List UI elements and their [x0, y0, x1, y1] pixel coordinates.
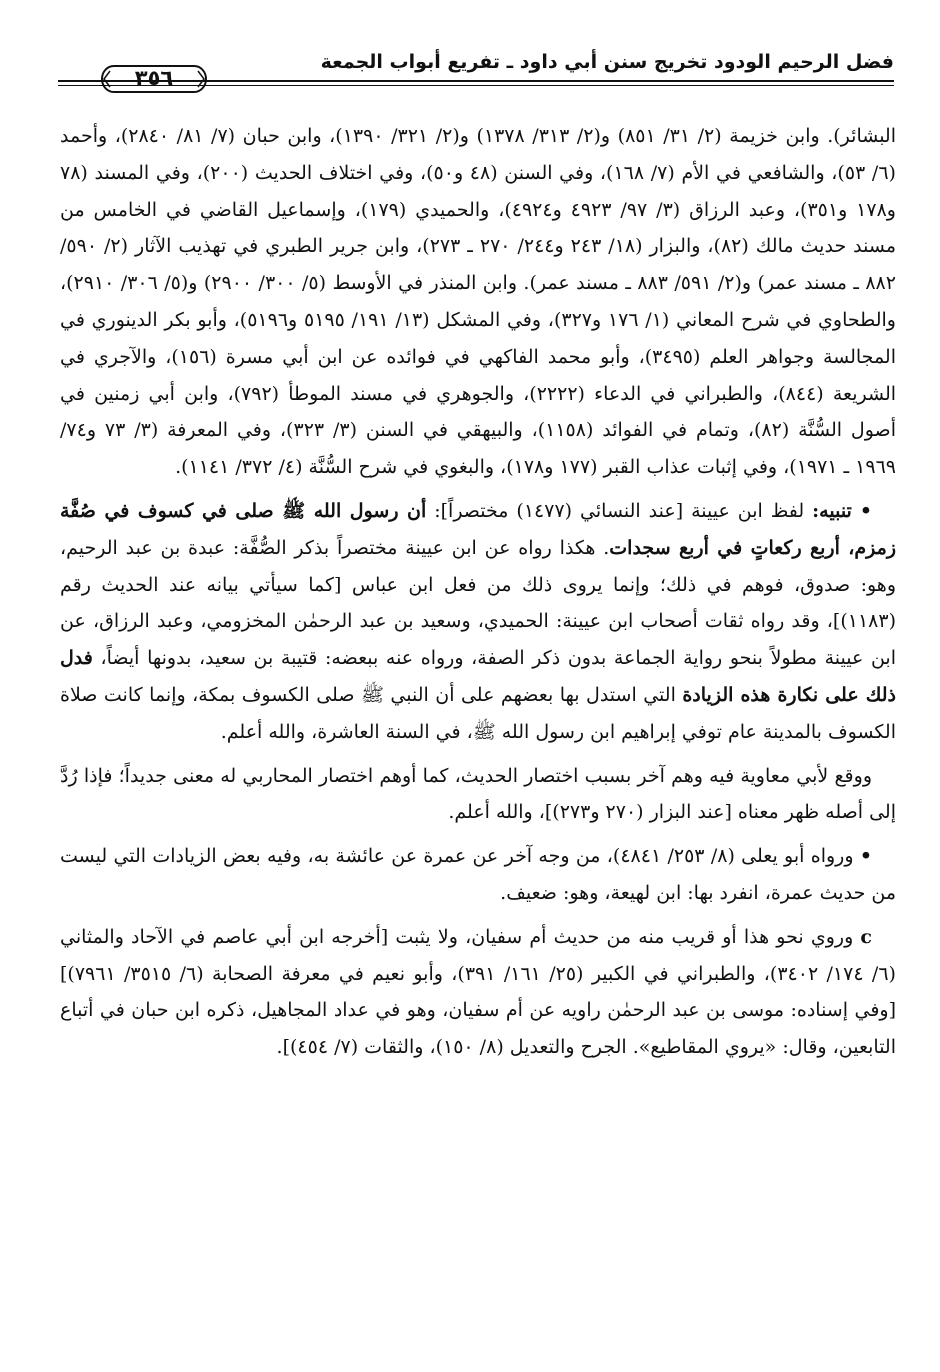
header-title: فضل الرحيم الودود تخريج سنن أبي داود ـ تفريع أبواب الجمعة	[320, 51, 894, 73]
bullet-mark: c	[860, 925, 872, 948]
header-rule-thin	[58, 85, 894, 86]
running-header	[58, 40, 894, 100]
paragraph-tanbih	[60, 493, 896, 751]
tanbih-conclusion: فدل ذلك على نكارة هذه الزيادة	[60, 647, 896, 706]
umm-sufyan-text: وروي نحو هذا أو قريب منه من حديث أم سفيان، ولا يثبت [أخرجه ابن أبي عاصم في الآحاد والمثاني (٦/ ١٧٤/ ٣٤٠٢)، والطبراني في الكبير (٢٥/ ١٦١/ ٣٩١)، وأبو نعيم في معرفة الصحابة (٦/ ٣٥١٥/ ٧٩٦١)] [وفي إسناده: موسى بن عبد الرحمٰن راويه عن أم سفيان، وهو في عداد المجاهيل، ذكره ابن حبان في أتباع التابعين، وقال: «يروي المقاطيع». الجرح والتعديل (٨/ ١٥٠)، والثقات (٧/ ٤٥٤)].	[60, 925, 896, 1059]
tanbih-hadith-text: أن رسول الله ﷺ صلى في كسوف في صُفَّة زمزم، أربع ركعاتٍ في أربع سجدات	[60, 499, 896, 559]
bullet-dot: •	[859, 499, 872, 522]
bullet-dot: •	[859, 845, 872, 868]
tanbih-label: تنبيه:	[812, 499, 852, 522]
main-text	[60, 118, 896, 1066]
tanbih-text-e: التي استدل بها بعضهم على أن النبي ﷺ صلى الكسوف بمكة، وإنما كانت صلاة الكسوف بالمدينة عام توفي إبراهيم ابن رسول الله ﷺ، في السنة العاشرة، والله أعلم.	[60, 683, 896, 743]
tanbih-text-a: لفظ ابن عيينة [عند النسائي (١٤٧٧) مختصراً]:	[426, 499, 813, 522]
paragraph-abu-muawiya: ووقع لأبي معاوية فيه وهم آخر بسبب اختصار الحديث، كما أوهم اختصار المحاربي له معنى جديداً؛ فإذا رُدَّ إلى أصله ظهر معناه [عند البزار (٢٧٠ و٢٧٣)]، والله أعلم.	[60, 764, 896, 824]
tanbih-text-c: . هكذا رواه عن ابن عيينة مختصراً بذكر الصُّفَّة: عبدة بن عبد الرحيم، وهو: صدوق، فوهم في ذلك؛ وإنما يروى ذلك من فعل ابن عباس [كما سيأتي بيانه عند الحديث رقم (١١٨٣)]، وقد رواه ثقات أصحاب ابن عيينة: الحميدي، وسعيد بن عبد الرحمٰن المخزومي، وعبد الرزاق، عن ابن عيينة مطولاً بنحو رواية الجماعة بدون ذكر الصفة، ورواه عنه ببعضه: قتيبة بن سعيد، بدونها أيضاً،	[60, 536, 896, 670]
page-number-badge	[100, 62, 208, 96]
page-number: ٣٥٦	[134, 66, 174, 90]
paragraph-abu-yala	[60, 838, 896, 912]
paragraph-takhrij: البشائر). وابن خزيمة (٢/ ٣١/ ٨٥١) و(٢/ ٣١٣/ ١٣٧٨) و(٢/ ٣٢١/ ١٣٩٠)، وابن حبان (٧/ ٨١/ ٢٨٤٠)، وأحمد (٦/ ٥٣)، والشافعي في الأم (٧/ ١٦٨)، وفي السنن (٤٨ و٥٠)، وفي اختلاف الحديث (٢٠٠)، وفي المسند (٧٨ و١٧٨ و٣٥١)، وعبد الرزاق (٣/ ٩٧/ ٤٩٢٣ و٤٩٢٤)، والحميدي (١٧٩)، وإسماعيل القاضي في الخامس من مسند حديث مالك (٨٢)، والبزار (١٨/ ٢٤٣ و٢٤٤/ ٢٧٠ ـ ٢٧٣)، وابن جرير الطبري في تهذيب الآثار (٢/ ٥٩٠/ ٨٨٢ ـ مسند عمر) و(٢/ ٥٩١/ ٨٨٣ ـ مسند عمر). وابن المنذر في الأوسط (٥/ ٣٠٠/ ٢٩٠٠) و(٥/ ٣٠٦/ ٢٩١٠)، والطحاوي في شرح المعاني (١/ ١٧٦ و٣٢٧)، وفي المشكل (١٣/ ١٩١/ ٥١٩٥ و٥١٩٦)، وأبو بكر الدينوري في المجالسة وجواهر العلم (٣٤٩٥)، وأبو محمد الفاكهي في فوائده عن ابن أبي مسرة (١٥٦)، والآجري في الشريعة (٨٤٤)، والطبراني في الدعاء (٢٢٢٢)، والجوهري في مسند الموطأ (٧٩٢)، وابن أبي زمنين في أصول السُّنَّة (٨٢)، وتمام في الفوائد (١١٥٨)، والبيهقي في السنن (٣/ ٣٢٣)، وفي المعرفة (٣/ ٧٣ و٧٤/ ١٩٦٩ ـ ١٩٧١)، وفي إثبات عذاب القبر (١٧٧ و١٧٨)، والبغوي في شرح السُّنَّة (٤/ ٣٧٢/ ١١٤١).	[60, 125, 897, 479]
abu-yala-text: ورواه أبو يعلى (٨/ ٢٥٣/ ٤٨٤١)، من وجه آخر عن عمرة عن عائشة به، وفيه بعض الزيادات التي ليست من حديث عمرة، انفرد بها: ابن لهيعة، وهو: ضعيف.	[60, 845, 896, 904]
header-rule-thick	[58, 80, 894, 82]
paragraph-umm-sufyan	[60, 919, 896, 1066]
